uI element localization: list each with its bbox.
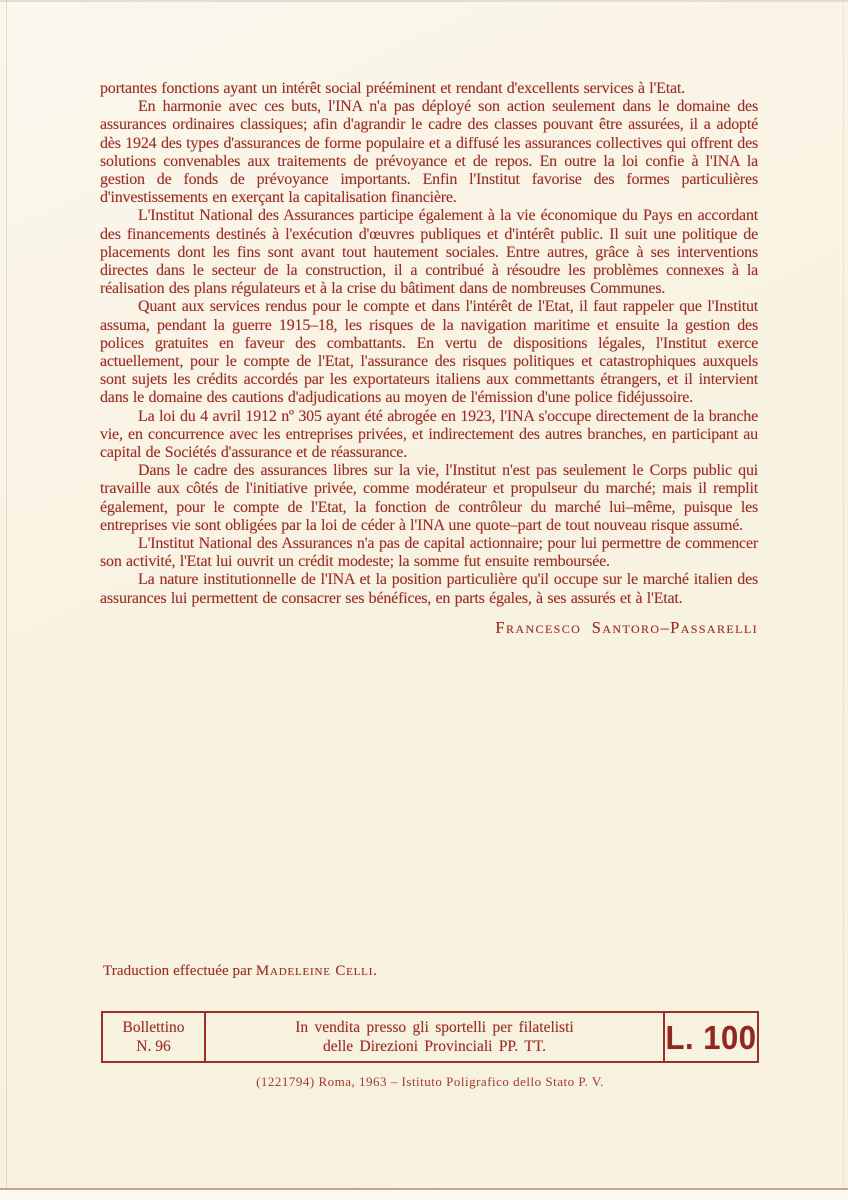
translator-name: Madeleine Celli. xyxy=(255,963,378,979)
paragraph: L'Institut National des Assurances n'a pas de capital actionnaire; pour lui permettre de commencer son activité, l'Etat lui ouvrit un crédit modeste; la somme fut ensuite remboursée. xyxy=(100,535,758,571)
price-value: L. 100 xyxy=(665,1018,757,1056)
paragraph: portantes fonctions ayant un intérêt social prééminent et rendant d'excellents services à l'Etat. xyxy=(100,80,685,97)
page-left-edge xyxy=(6,0,7,1190)
paragraph: Dans le cadre des assurances libres sur la vie, l'Institut n'est pas seulement le Corps public qui travaille aux côtés de l'initiative privée, comme modérateur et propulseur du marché; mais il remplit également, pour le compte de l'Etat, la fonction de contrôleur du marché lui–même, puisque les entreprises vie sont obligées par la loi de céder à l'INA une quote–part de tout nouveau risque assumé. xyxy=(100,462,758,534)
paragraph: En harmonie avec ces buts, l'INA n'a pas déployé son action seulement dans le domaine des assurances ordinaires classiques; afin d'agrandir le cadre des classes pouvant être assurées, il a adopté dès 1924 des types d'assurances de forme populaire et a diffusé les assurances collectives qui offrent des solutions convenables aux traitements de prévoyance et de repos. En outre la loi confie à l'INA la gestion de fonds de prévoyance importants. Enfin l'Institut favorise des formes particulières d'investissements en exerçant la capitalisation financière. xyxy=(100,98,758,207)
imprint-line: (1221794) Roma, 1963 – Istituto Poligrafico dello Stato P. V. xyxy=(256,1074,604,1089)
sale-line-2: delle Direzioni Provinciali PP. TT. xyxy=(323,1038,546,1055)
sale-text-cell xyxy=(204,1013,665,1061)
paragraph: La loi du 4 avril 1912 nº 305 ayant été abrogée en 1923, l'INA s'occupe directement de la branche vie, en concurrence avec les entreprises privées, et indirectement des autres branches, en participant au capital de Sociétés d'assurance et de réassurance. xyxy=(100,407,758,462)
translation-note xyxy=(103,963,378,980)
price-cell xyxy=(665,1013,757,1061)
bulletin-number: N. 96 xyxy=(136,1038,171,1055)
scan-background-strip xyxy=(0,1190,848,1200)
page-top-edge xyxy=(0,0,848,2)
paragraph: L'Institut National des Assurances participe également à la vie économique du Pays en accordant des financements destinés à l'exécution d'œuvres publiques et d'intérêt public. Il suit une politique de placements dont les fins sont avant tout hautement sociales. Entre autres, grâce à ses interventions directes dans le secteur de la construction, il a contribué à résoudre les problèmes connexes à la réalisation des plans régulateurs et à la crise du bâtiment dans de nombreuses Communes. xyxy=(100,207,758,298)
author-signature: Francesco Santoro–Passarelli xyxy=(495,617,758,637)
sale-info-box xyxy=(101,1011,759,1063)
bulletin-cell xyxy=(103,1013,204,1061)
sale-line-1: In vendita presso gli sportelli per filatelisti xyxy=(295,1019,574,1036)
bulletin-label: Bollettino xyxy=(122,1019,185,1036)
translation-note-text: Traduction effectuée par xyxy=(103,963,253,979)
body-text xyxy=(100,80,758,637)
page-right-edge xyxy=(843,0,844,1190)
paragraph: La nature institutionnelle de l'INA et la position particulière qu'il occupe sur le marché italien des assurances lui permettent de consacrer ses bénéfices, en parts égales, à ses assurés et à l'Etat. xyxy=(100,571,758,607)
paragraph: Quant aux services rendus pour le compte et dans l'intérêt de l'Etat, il faut rappeler que l'Institut assuma, pendant la guerre 1915–18, les risques de la navigation maritime et ensuite la gestion des polices gratuites en faveur des combattants. En vertu de dispositions légales, l'Institut exerce actuellement, pour le compte de l'Etat, l'assurance des risques politiques et catastrophiques auxquels sont sujets les crédits accordés par les exportateurs italiens aux commettants étrangers, et il intervient dans le domaine des cautions d'adjudications au moyen de l'émission d'une police fidéjussoire. xyxy=(100,298,758,407)
